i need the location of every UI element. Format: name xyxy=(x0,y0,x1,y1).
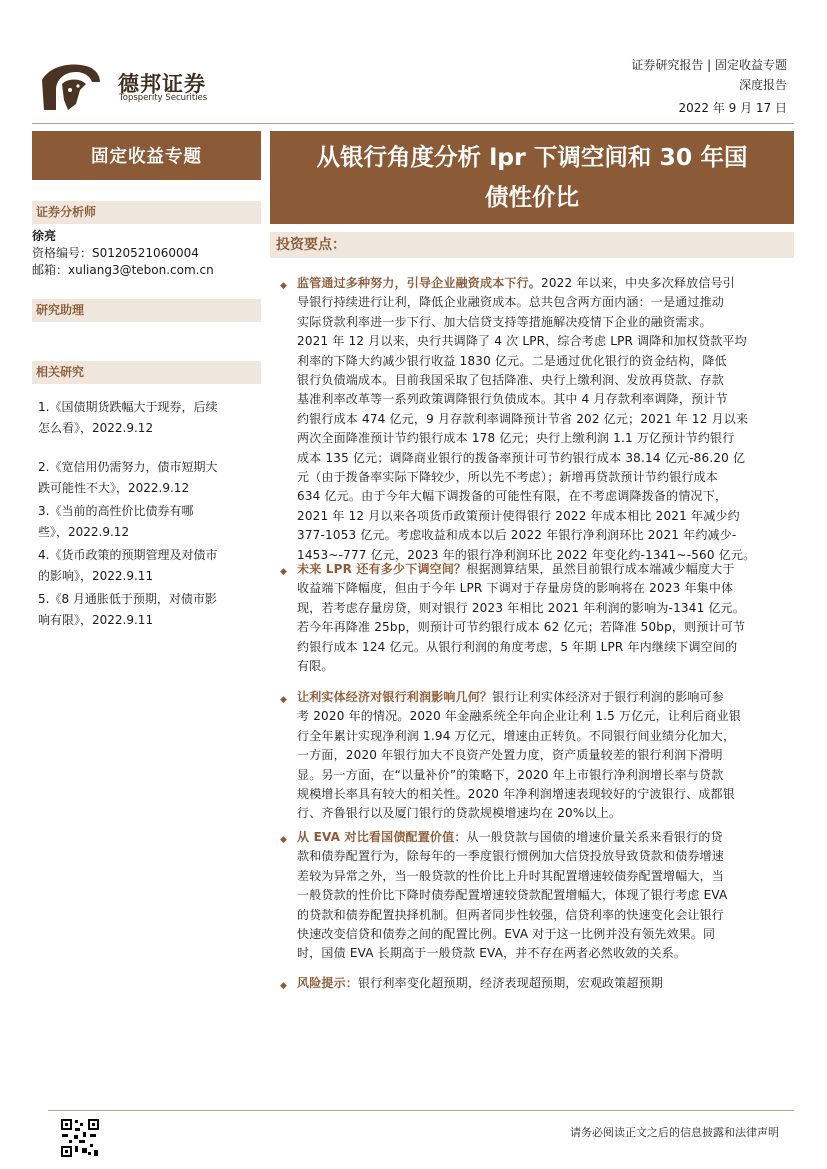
key-point-lead: 风险提示： xyxy=(297,976,359,990)
related-item-line: 3.《当前的高性价比债券有哪 xyxy=(38,504,194,518)
related-item[interactable] xyxy=(38,589,252,631)
brand-logo-icon xyxy=(40,60,102,116)
key-point-lead: 未来 LPR 还有多少下调空间？ xyxy=(297,562,467,576)
diamond-bullet-icon: ◆ xyxy=(280,281,287,291)
analyst-license: 资格编号：S0120521060004 xyxy=(32,246,199,260)
diamond-bullet-icon: ◆ xyxy=(280,835,287,845)
key-point-lead: 监管通过多种努力，引导企业融资成本下行。 xyxy=(297,276,542,290)
report-title-line-1: 从银行角度分析 lpr 下调空间和 30 年国 xyxy=(316,143,748,171)
diamond-bullet-icon: ◆ xyxy=(280,695,287,705)
key-point-paragraph: 从 EVA 对比看国债配置价值：从一般贷款与国债的增速价量关系来看银行的贷 款和债券配置行为，除每年的一季度银行惯例加大信贷投放导致贷款和债券增速 差较为异常之外，当一般贷款的性价比上升时其配置增速较债券配置增幅大，当 一般贷款的性价比下降时债券配置增速较贷款配置增幅大，体现了银行考虑 EVA 的贷款和债券配置抉择机制。但两者同步性较强，信贷利率的快速变化会让银行 快速改变信贷和债券之间的配置比例。EVA 对于这一比例并没有领先效果。同 时，国债 EVA 长期高于一般贷款 EVA，并不存在两者必然收敛的关系。 xyxy=(297,830,728,961)
report-type: 证券研究报告 | 固定收益专题 xyxy=(631,58,787,72)
report-title-line-2: 债性价比 xyxy=(485,183,579,211)
header-divider xyxy=(32,123,794,124)
analyst-email[interactable]: 邮箱：xuliang3@tebon.com.cn xyxy=(32,263,214,277)
report-date: 2022 年 9 月 17 日 xyxy=(678,101,787,115)
diamond-bullet-icon: ◆ xyxy=(280,567,287,577)
related-item[interactable] xyxy=(38,545,252,587)
qr-code-icon xyxy=(60,1118,100,1158)
key-point-paragraph: 监管通过多种努力，引导企业融资成本下行。2022 年以来，中央多次释放信号引 导银行持续进行让利，降低企业融资成本。总共包含两方面内涵：一是通过推动 实际贷款利率进一步下行、加大信贷支持等措施解决疫情下企业的融资需求。 2021 年 12 月以来，央行共调降了 4 次 LPR，综合考虑 LPR 调降和加权贷款平均 利率的下降大约减少银行收益 1830 亿元。二是通过优化银行的资金结构，降低 银行负债端成本。目前我国采取了包括降准、央行上缴利润、发放再贷款、存款 基准利率改革等一系列政策调降银行负债成本。其中 4 月存款利率调降，预计节 约银行成本 474 亿元，9 月存款利率调降预计节省 202 亿元；2021 年 12 月以来 两次全面降准预计节约银行成本 178 亿元；央行上缴利润 1.1 万亿预计节约银行 成本 135 亿元；调降商业银行的拨备率预计可节约银行成本 38.14 亿元-86.20 亿 元（由于拨备率实际下降较少，所以先不考虑）；新增再贷款预计节约银行成本 634 亿元。由于今年大幅下调拨备的可能性有限，在不考虑调降拨备的情况下， 2021 年 12 月以来各项货币政策预计使得银行 2022 年成本相比 2021 年减少约 377-1053 亿元。考虑收益和成本以后 2022 年银行净利润环比 2021 年约减少- 1453~-777 亿元，2023 年的银行净利润环比 2022 年变化约-1341~-560 亿元。 xyxy=(297,276,756,562)
report-title xyxy=(270,131,794,224)
footer-divider xyxy=(48,1110,794,1111)
related-item-line: 跌可能性不大》，2022.9.12 xyxy=(38,481,190,495)
brand-name-en: Topsperity Securities xyxy=(119,93,208,103)
related-heading: 相关研究 xyxy=(32,361,261,384)
brand-name-cn: 德邦证券 xyxy=(118,72,206,96)
assistant-heading: 研究助理 xyxy=(32,299,261,322)
footer-disclaimer: 请务必阅读正文之后的信息披露和法律声明 xyxy=(570,1126,779,1139)
related-item-line: 的影响》，2022.9.11 xyxy=(38,569,154,583)
key-point-paragraph: 未来 LPR 还有多少下调空间？根据测算结果，虽然目前银行成本端减少幅度大于 收益端下降幅度，但由于今年 LPR 下调对于存量房贷的影响将在 2023 年集中体 现，若考虑存量房贷，则对银行 2023 年相比 2021 年利润的影响为-1341 亿元。 若今年再降准 25bp，则预计可节约银行成本 62 亿元；若降准 50bp，则预计可节 约银行成本 124 亿元。从银行利润的角度考虑，5 年期 LPR 年内继续下调空间的 有限。 xyxy=(297,562,746,674)
key-point-lead: 让利实体经济对银行利润影响几何？ xyxy=(297,690,493,704)
related-item-line: 响有限》，2022.9.11 xyxy=(38,613,154,627)
analyst-heading: 证券分析师 xyxy=(32,201,261,224)
related-item[interactable] xyxy=(38,397,252,439)
key-point-paragraph: 让利实体经济对银行利润影响几何？银行让利实体经济对于银行利润的影响可参 考 2020 年的情况。2020 年金融系统全年向企业让利 1.5 万亿元，让利后商业银 行全年累计实现净利润 1.94 万亿元，增速由正转负。不同银行间业绩分化加大， 一方面，2020 年银行加大不良资产处置力度，资产质量较差的银行利润下滑明 显。另一方面，在“以量补价”的策略下，2020 年上市银行净利润增长率与贷款 规模增长率具有较大的相关性。2020 年净利润增速表现较好的宁波银行、成都银 行、齐鲁银行以及厦门银行的贷款规模增速均在 20%以上。 xyxy=(297,690,742,821)
related-item-line: 4.《货币政策的预期管理及对债市 xyxy=(38,548,218,562)
key-points-heading: 投资要点： xyxy=(270,232,794,258)
related-item-line: 5.《8 月通胀低于预期，对债市影 xyxy=(38,592,217,606)
related-item[interactable] xyxy=(38,457,252,499)
risk-note: 风险提示：银行利率变化超预期，经济表现超预期，宏观政策超预期 xyxy=(297,976,664,990)
related-item-line: 1.《国债期货跌幅大于现券，后续 xyxy=(38,400,218,414)
related-item-line: 些》，2022.9.12 xyxy=(38,525,130,539)
section-title: 固定收益专题 xyxy=(32,131,261,180)
analyst-name: 徐亮 xyxy=(32,229,57,243)
diamond-bullet-icon: ◆ xyxy=(280,981,287,991)
report-subtype: 深度报告 xyxy=(738,78,787,92)
key-point-lead: 从 EVA 对比看国债配置价值： xyxy=(297,830,467,844)
related-item-line: 2.《宽信用仍需努力，债市短期大 xyxy=(38,460,218,474)
related-item[interactable] xyxy=(38,501,252,543)
related-item-line: 怎么看》，2022.9.12 xyxy=(38,421,154,435)
